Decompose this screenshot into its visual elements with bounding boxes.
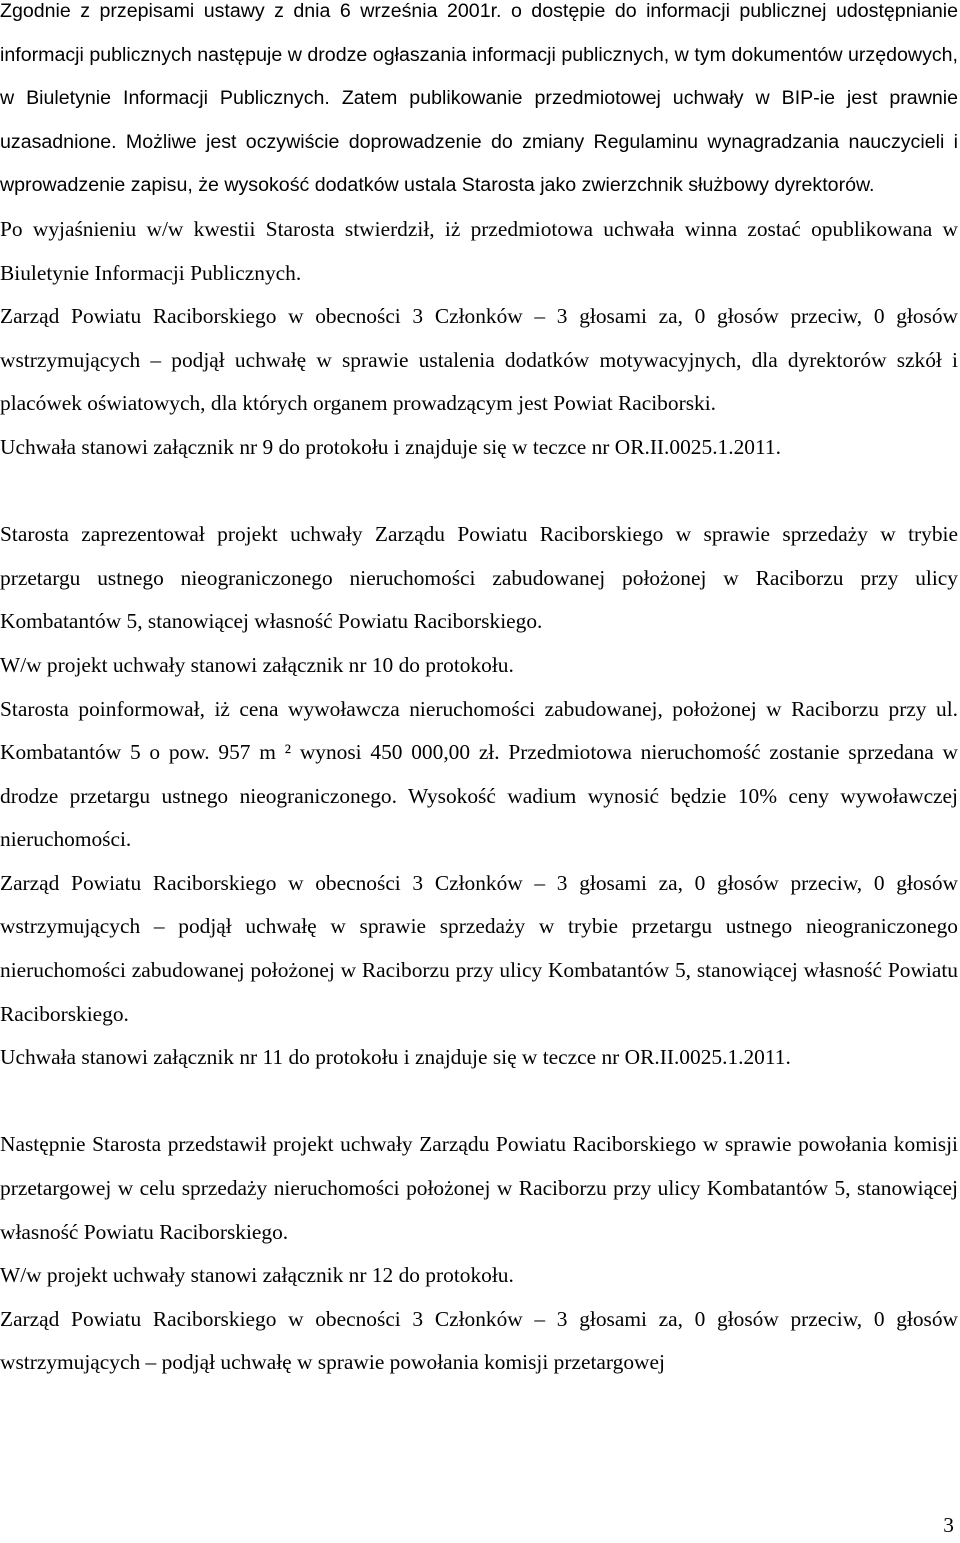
paragraph-attachment-12: W/w projekt uchwały stanowi załącznik nr 12 do protokołu.	[0, 1263, 514, 1288]
paragraph-attachment-11: Uchwała stanowi załącznik nr 11 do protokołu i znajduje się w teczce nr OR.II.0025.1.2011.	[0, 1045, 791, 1070]
paragraph-starosta-clarification: Po wyjaśnieniu w/w kwestii Starosta stwierdził, iż przedmiotowa uchwała winna zostać opublikowana w Biuletynie Informacji Publicznych.	[0, 216, 958, 285]
paragraph-property-price: Starosta poinformował, iż cena wywoławcza nieruchomości zabudowanej, położonej w Raciborzu przy ul. Kombatantów 5 o pow. 957 m ² wynosi 450 000,00 zł. Przedmiotowa nieruchomość zostanie sprzedana w drodze przetargu ustnego nieograniczonego. Wysokość wadium wynosić będzie 10% ceny wywoławczej nieruchomości.	[0, 696, 958, 852]
paragraph-vote-motivational-allowances: Zarząd Powiatu Raciborskiego w obecności 3 Członków – 3 głosami za, 0 głosów przeciw, 0 głosów wstrzymujących – podjął uchwałę w sprawie ustalenia dodatków motywacyjnych, dla dyrektorów szkół i placówek oświatowych, dla których organem prowadzącym jest Powiat Raciborski.	[0, 304, 958, 416]
paragraph-vote-property-sale: Zarząd Powiatu Raciborskiego w obecności 3 Członków – 3 głosami za, 0 głosów przeciw, 0 głosów wstrzymujących – podjął uchwałę w sprawie sprzedaży w trybie przetargu ustnego nieograniczonego nieruchomości zabudowanej położonej w Raciborzu przy ulicy Kombatantów 5, stanowiącej własność Powiatu Raciborskiego.	[0, 870, 958, 1026]
paragraph-attachment-10: W/w projekt uchwały stanowi załącznik nr 10 do protokołu.	[0, 652, 514, 677]
paragraph-sale-draft-resolution: Starosta zaprezentował projekt uchwały Zarządu Powiatu Raciborskiego w sprawie sprzedaży w trybie przetargu ustnego nieograniczonego nieruchomości zabudowanej położonej w Raciborzu przy ulicy Kombatantów 5, stanowiącej własność Powiatu Raciborskiego.	[0, 522, 958, 634]
page-number: 3	[943, 1513, 954, 1537]
paragraph-bip-publication: Zgodnie z przepisami ustawy z dnia 6 września 2001r. o dostępie do informacji publicznej udostępnianie informacji publicznych następuje w drodze ogłaszania informacji publicznych, w tym dokumentów urzędowych, w Biuletynie Informacji Publicznych. Zatem publikowanie przedmiotowej uchwały w BIP-ie jest prawnie uzasadnione. Możliwe jest oczywiście doprowadzenie do zmiany Regulaminu wynagradzania nauczycieli i wprowadzenie zapisu, że wysokość dodatków ustala Starosta jako zwierzchnik służbowy dyrektorów.	[0, 0, 958, 197]
paragraph-vote-tender-committee: Zarząd Powiatu Raciborskiego w obecności 3 Członków – 3 głosami za, 0 głosów przeciw, 0 głosów wstrzymujących – podjął uchwałę w sprawie powołania komisji przetargowej	[0, 1306, 958, 1375]
paragraph-tender-committee-draft: Następnie Starosta przedstawił projekt uchwały Zarządu Powiatu Raciborskiego w sprawie powołania komisji przetargowej w celu sprzedaży nieruchomości położonej w Raciborzu przy ulicy Kombatantów 5, stanowiącej własność Powiatu Raciborskiego.	[0, 1132, 958, 1244]
paragraph-attachment-9: Uchwała stanowi załącznik nr 9 do protokołu i znajduje się w teczce nr OR.II.0025.1.2011.	[0, 434, 781, 459]
